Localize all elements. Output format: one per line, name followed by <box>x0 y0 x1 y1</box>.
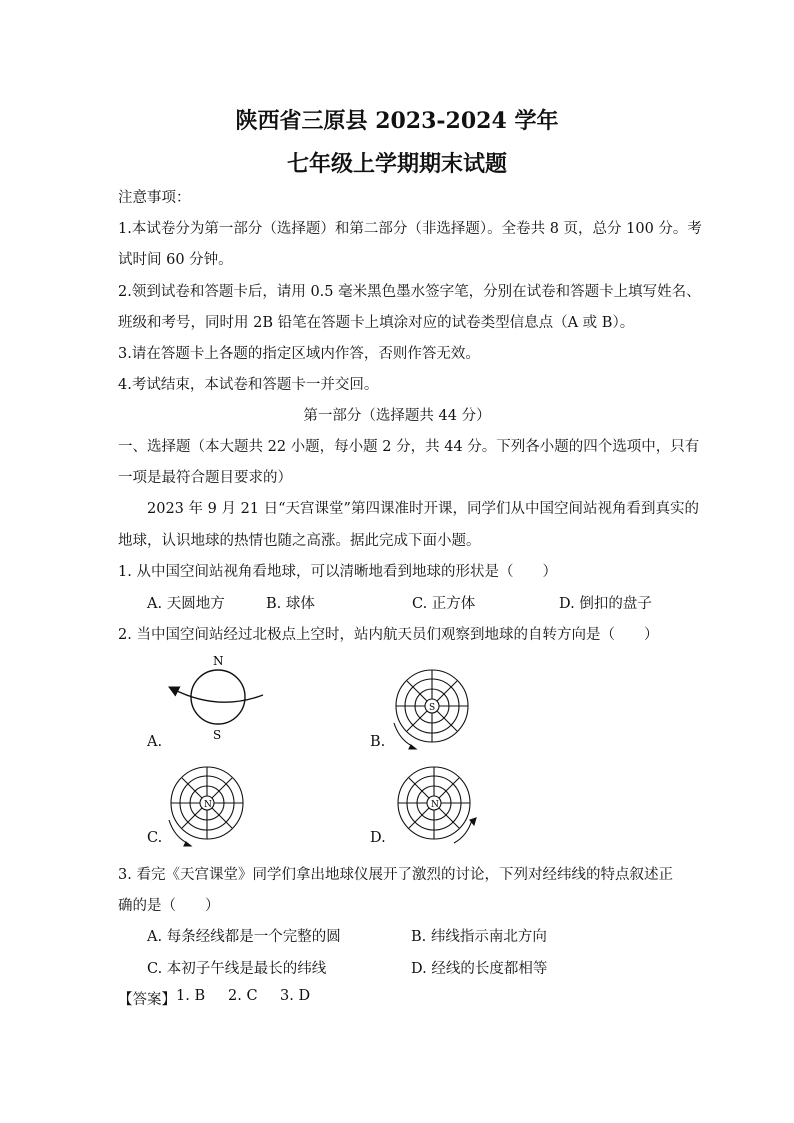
figure-a-globe-side-view <box>145 650 275 760</box>
material-intro: 地球，认识地球的热情也随之高涨。据此完成下面小题。 <box>118 533 481 549</box>
q1-option-c: C. 正方体 <box>412 596 476 612</box>
exam-title: 陕西省三原县 2023-2024 学年 <box>235 108 559 134</box>
question-1-stem: 1. 从中国空间站视角看地球，可以清晰地看到地球的形状是（ ） <box>118 564 557 580</box>
notes-heading: 注意事项： <box>118 190 191 206</box>
note-line: 试时间 60 分钟。 <box>118 252 233 268</box>
note-line: 1.本试卷分为第一部分（选择题）和第二部分（非选择题）。全卷共 8 页，总分 100 分。考 <box>118 221 702 237</box>
q3-option-a: A. 每条经线都是一个完整的圆 <box>147 929 341 945</box>
figure-b-label: B. <box>370 734 386 750</box>
note-line: 2.领到试卷和答题卡后，请用 0.5 毫米黑色墨水签字笔，分别在试卷和答题卡上填写姓名、 <box>118 284 701 300</box>
q1-option-b: B. 球体 <box>266 596 315 612</box>
figure-a-label: A. <box>147 734 163 750</box>
north-pole-label: N <box>213 654 224 668</box>
note-line: 班级和考号，同时用 2B 铅笔在答题卡上填涂对应的试卷类型信息点（A 或 B）。 <box>118 315 635 331</box>
note-line: 4.考试结束，本试卷和答题卡一并交回。 <box>118 377 379 393</box>
q3-option-d: D. 经线的长度都相等 <box>411 961 548 977</box>
answer-item: 3. D <box>280 988 311 1004</box>
answer-label: 【答案】 <box>118 992 176 1008</box>
figure-d-north-pole-view <box>382 762 492 852</box>
note-line: 3.请在答题卡上各题的指定区域内作答，否则作答无效。 <box>118 346 480 362</box>
part-heading: 第一部分（选择题共 44 分） <box>303 408 491 424</box>
question-2-stem: 2. 当中国空间站经过北极点上空时，站内航天员们观察到地球的自转方向是（ ） <box>118 627 659 643</box>
q1-option-d: D. 倒扣的盘子 <box>559 596 652 612</box>
figure-d-label: D. <box>370 830 386 846</box>
section-instruction: 一、选择题（本大题共 22 小题，每小题 2 分，共 44 分。下列各小题的四个选项中，只有 <box>118 439 700 455</box>
north-pole-label: N <box>431 800 439 810</box>
figure-c-label: C. <box>147 830 163 846</box>
exam-subtitle: 七年级上学期期末试题 <box>286 151 507 177</box>
south-pole-label: S <box>213 728 222 742</box>
material-intro: 2023 年 9 月 21 日“天宫课堂”第四课准时开课，同学们从中国空间站视角看到真实的 <box>147 501 699 517</box>
section-instruction: 一项是最符合题目要求的） <box>118 470 292 486</box>
q1-option-a: A. 天圆地方 <box>147 596 225 612</box>
q3-option-c: C. 本初子午线是最长的纬线 <box>147 961 327 977</box>
answer-item: 1. B <box>176 988 206 1004</box>
question-3-stem: 3. 看完《天宫课堂》同学们拿出地球仪展开了激烈的讨论，下列对经纬线的特点叙述正 <box>118 867 673 883</box>
figure-b-south-pole-view <box>380 665 480 755</box>
answer-item: 2. C <box>228 988 258 1004</box>
south-pole-label: S <box>429 703 436 713</box>
question-3-stem: 确的是（ ） <box>118 898 220 914</box>
north-pole-label: N <box>204 800 212 810</box>
q3-option-b: B. 纬线指示南北方向 <box>411 929 547 945</box>
figure-c-north-pole-view <box>155 762 255 852</box>
